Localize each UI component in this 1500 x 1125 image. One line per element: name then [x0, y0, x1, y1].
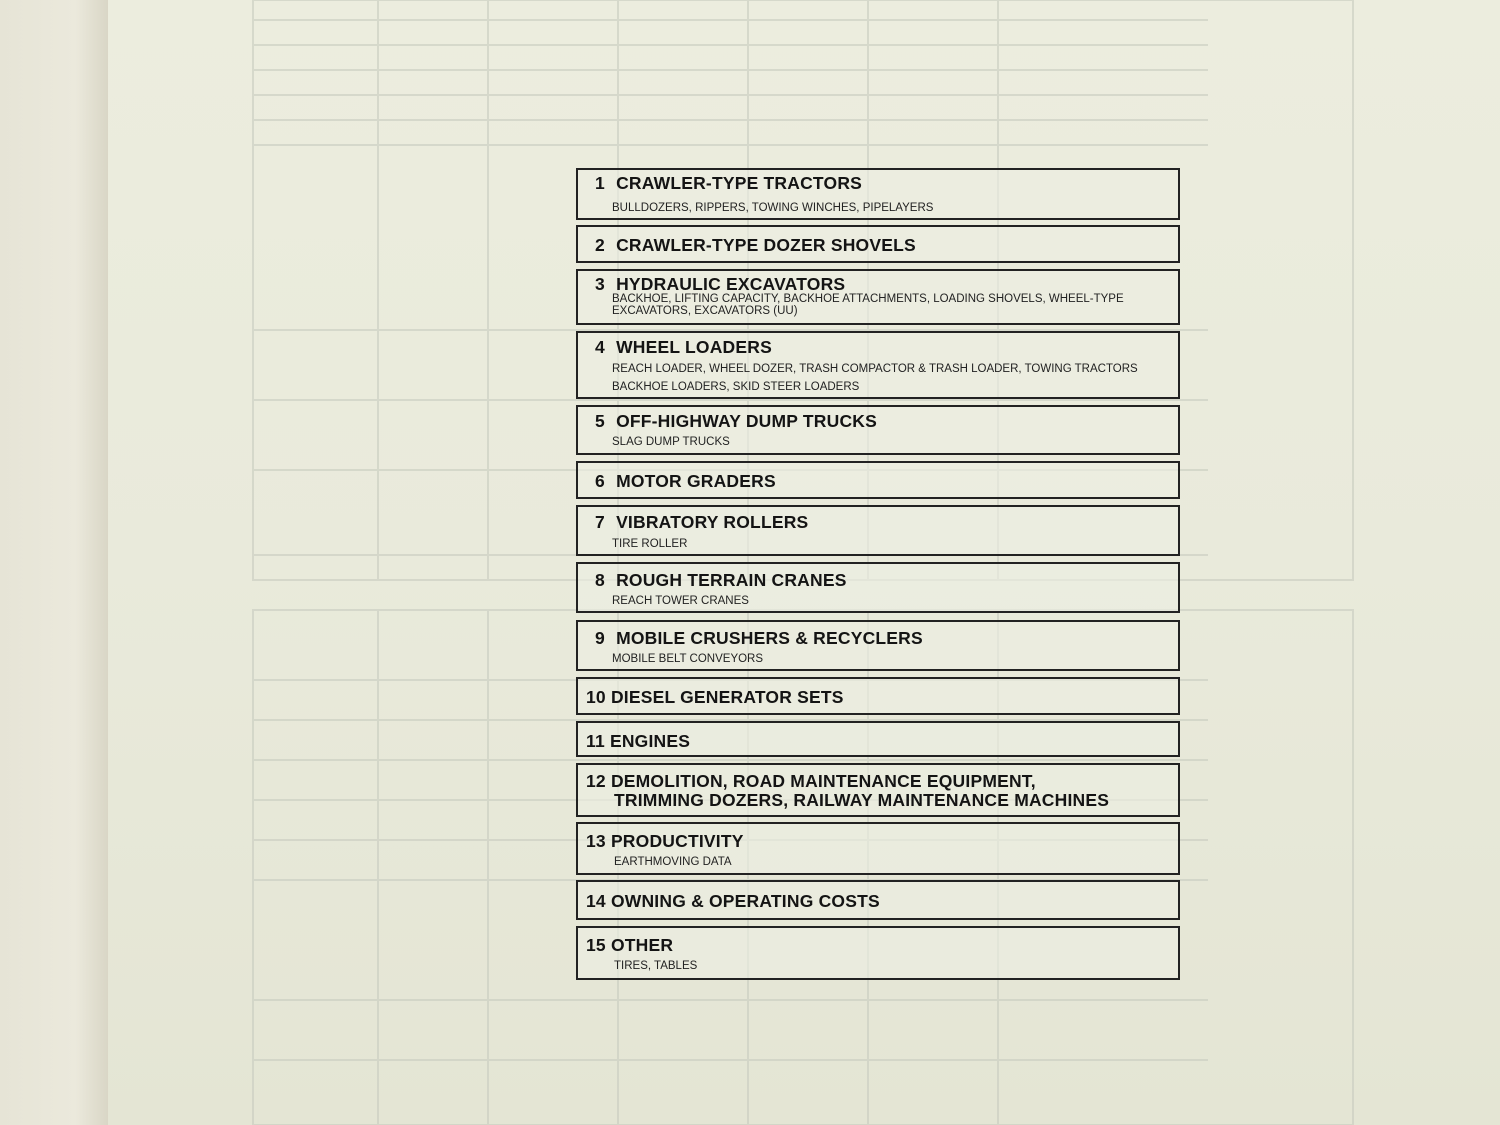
toc-number: 15 [586, 935, 606, 955]
toc-number: 14 [586, 891, 606, 911]
toc-subtitle: BULLDOZERS, RIPPERS, TOWING WINCHES, PIPELAYERS [612, 202, 934, 214]
toc-item-engines[interactable] [576, 721, 1180, 757]
toc-item-other[interactable] [576, 926, 1180, 980]
toc-title: VIBRATORY ROLLERS [616, 512, 809, 532]
toc-title: WHEEL LOADERS [616, 337, 772, 357]
toc-subtitle: MOBILE BELT CONVEYORS [612, 653, 764, 665]
toc-item-off-highway-dump-trucks[interactable] [576, 405, 1180, 455]
toc-subtitle: TIRE ROLLER [612, 538, 688, 550]
toc-title: DIESEL GENERATOR SETS [610, 687, 844, 707]
toc-subtitle: REACH TOWER CRANES [612, 595, 749, 607]
toc-subtitle: SLAG DUMP TRUCKS [612, 436, 730, 448]
toc-item-diesel-generator-sets[interactable] [576, 677, 1180, 715]
toc-item-wheel-loaders[interactable] [576, 331, 1180, 399]
book-binding [0, 0, 110, 1125]
toc-title-line2: TRIMMING DOZERS, RAILWAY MAINTENANCE MACHINES [614, 790, 1110, 810]
toc-item-motor-graders[interactable] [576, 461, 1180, 499]
toc-subtitle: TIRES, TABLES [614, 960, 698, 972]
toc-title: HYDRAULIC EXCAVATORS [616, 274, 846, 294]
toc-number: 5 [595, 411, 605, 431]
toc-item-crawler-type-dozer-shovels[interactable] [576, 225, 1180, 263]
toc-title: PRODUCTIVITY [610, 831, 744, 851]
toc-number: 2 [595, 235, 605, 255]
toc-subtitle: BACKHOE, LIFTING CAPACITY, BACKHOE ATTACHMENTS, LOADING SHOVELS, WHEEL-TYPE EXCAVATORS, EXCAVATORS (UU) [612, 293, 1124, 317]
toc-subtitle: REACH LOADER, WHEEL DOZER, TRASH COMPACTOR & TRASH LOADER, TOWING TRACTORS [612, 363, 1138, 375]
toc-number: 9 [595, 628, 605, 648]
toc-number: 8 [595, 570, 605, 590]
toc-title: ROUGH TERRAIN CRANES [616, 570, 847, 590]
toc-number: 11 [586, 731, 605, 751]
toc-number: 4 [595, 337, 605, 357]
toc-number: 6 [595, 471, 605, 491]
toc-subtitle-line2: BACKHOE LOADERS, SKID STEER LOADERS [612, 381, 860, 393]
toc-item-mobile-crushers-recyclers[interactable] [576, 620, 1180, 671]
toc-item-demolition-road-maintenance[interactable] [576, 763, 1180, 817]
toc-item-crawler-type-tractors[interactable] [576, 168, 1180, 220]
toc-number: 1 [595, 173, 605, 193]
toc-subtitle: EARTHMOVING DATA [614, 856, 732, 868]
toc-title: OWNING & OPERATING COSTS [610, 891, 880, 911]
toc-item-productivity[interactable] [576, 822, 1180, 875]
toc-item-owning-operating-costs[interactable] [576, 880, 1180, 920]
table-of-contents [576, 0, 1186, 1125]
toc-title: MOBILE CRUSHERS & RECYCLERS [616, 628, 923, 648]
toc-number: 7 [595, 512, 605, 532]
toc-title: ENGINES [609, 731, 691, 751]
toc-title: DEMOLITION, ROAD MAINTENANCE EQUIPMENT, [610, 771, 1036, 791]
toc-number: 12 [586, 771, 606, 791]
toc-title: OTHER [610, 935, 674, 955]
toc-item-vibratory-rollers[interactable] [576, 505, 1180, 556]
toc-number: 3 [595, 274, 605, 294]
toc-title: MOTOR GRADERS [616, 471, 776, 491]
toc-number: 10 [586, 687, 606, 707]
toc-item-hydraulic-excavators[interactable] [576, 269, 1180, 325]
toc-number: 13 [586, 831, 606, 851]
toc-title: OFF-HIGHWAY DUMP TRUCKS [616, 411, 878, 431]
toc-item-rough-terrain-cranes[interactable] [576, 562, 1180, 613]
toc-title: CRAWLER-TYPE DOZER SHOVELS [616, 235, 916, 255]
toc-title: CRAWLER-TYPE TRACTORS [616, 173, 863, 193]
